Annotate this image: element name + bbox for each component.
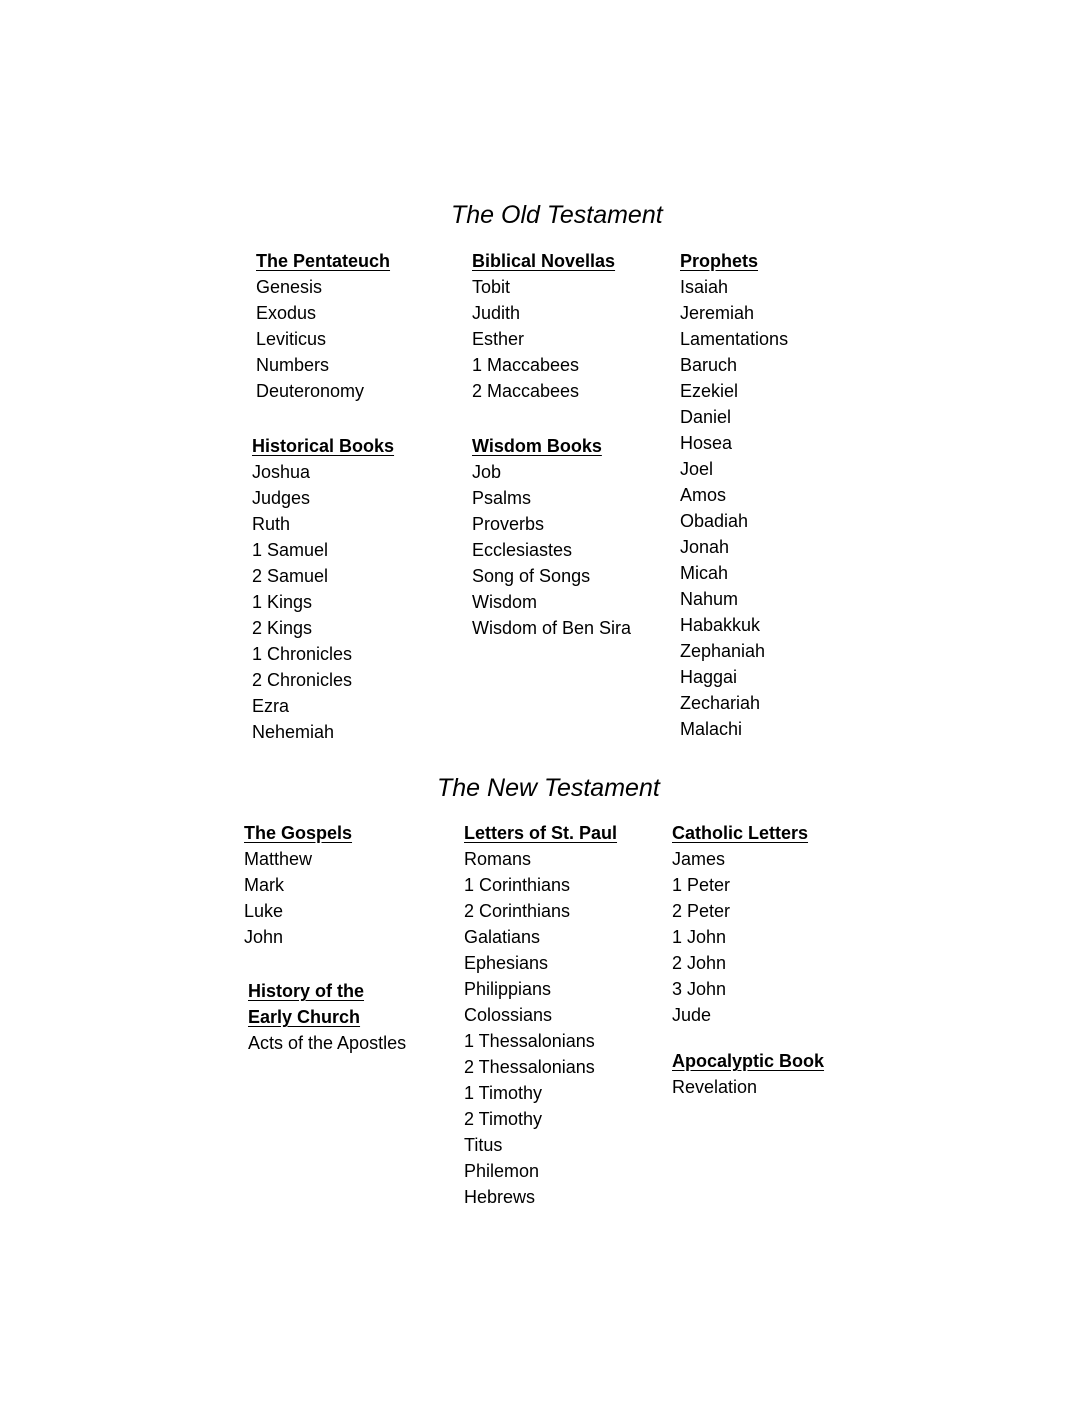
book-item: 1 Corinthians <box>464 875 571 895</box>
book-item: Ruth <box>252 514 291 534</box>
book-item: Exodus <box>256 303 317 323</box>
historical-books-heading: Historical Books <box>252 436 395 456</box>
book-item: Song of Songs <box>472 566 591 586</box>
book-item: Ezekiel <box>680 381 739 401</box>
catholic-letters-list <box>672 846 808 1028</box>
book-item: Matthew <box>244 849 313 869</box>
book-item: Habakkuk <box>680 615 761 635</box>
history-early-church-section <box>248 978 406 1056</box>
book-item: 1 Chronicles <box>252 644 353 664</box>
book-item: Job <box>472 462 502 482</box>
book-item: Obadiah <box>680 511 749 531</box>
prophets-heading: Prophets <box>680 251 759 271</box>
book-item: 2 Chronicles <box>252 670 353 690</box>
letters-st-paul-list <box>464 846 617 1210</box>
book-item: Joel <box>680 459 714 479</box>
historical-books-list <box>252 459 394 745</box>
book-item: Galatians <box>464 927 541 947</box>
book-item: Isaiah <box>680 277 729 297</box>
apocalyptic-book-heading: Apocalyptic Book <box>672 1051 825 1071</box>
letters-st-paul-heading: Letters of St. Paul <box>464 823 618 843</box>
book-item: Daniel <box>680 407 732 427</box>
biblical-novellas-section <box>472 248 615 404</box>
history-early-church-heading-line1: History of the <box>248 981 365 1001</box>
pentateuch-list <box>256 274 390 404</box>
book-item: 1 Timothy <box>464 1083 543 1103</box>
history-early-church-list <box>248 1030 406 1056</box>
apocalyptic-book-section <box>672 1048 824 1100</box>
book-item: Ephesians <box>464 953 549 973</box>
book-item: Nahum <box>680 589 739 609</box>
book-item: 1 Kings <box>252 592 313 612</box>
book-item: Judges <box>252 488 311 508</box>
book-item: James <box>672 849 726 869</box>
book-item: Revelation <box>672 1077 758 1097</box>
book-item: Deuteronomy <box>256 381 365 401</box>
book-item: 2 John <box>672 953 727 973</box>
book-item: Amos <box>680 485 727 505</box>
book-item: 1 Samuel <box>252 540 329 560</box>
apocalyptic-book-list <box>672 1074 824 1100</box>
catholic-letters-section <box>672 820 808 1028</box>
book-item: Romans <box>464 849 532 869</box>
book-item: Acts of the Apostles <box>248 1033 407 1053</box>
book-item: 2 Corinthians <box>464 901 571 921</box>
book-item: 2 Timothy <box>464 1109 543 1129</box>
book-item: Mark <box>244 875 284 895</box>
book-item: Haggai <box>680 667 738 687</box>
old-testament-title: The Old Testament <box>451 201 663 229</box>
book-item: 1 Thessalonians <box>464 1031 595 1051</box>
gospels-section <box>244 820 352 950</box>
book-item: Jude <box>672 1005 712 1025</box>
gospels-heading: The Gospels <box>244 823 353 843</box>
new-testament-title: The New Testament <box>437 774 660 802</box>
book-item: Numbers <box>256 355 330 375</box>
book-item: 3 John <box>672 979 727 999</box>
book-item: Genesis <box>256 277 323 297</box>
pentateuch-heading: The Pentateuch <box>256 251 391 271</box>
wisdom-books-section <box>472 433 631 641</box>
book-item: Judith <box>472 303 521 323</box>
book-item: Colossians <box>464 1005 553 1025</box>
wisdom-books-heading: Wisdom Books <box>472 436 602 456</box>
book-item: Hebrews <box>464 1187 536 1207</box>
book-item: 2 Thessalonians <box>464 1057 595 1077</box>
book-item: Philippians <box>464 979 552 999</box>
book-item: 2 Peter <box>672 901 731 921</box>
pentateuch-section <box>256 248 390 404</box>
book-item: Wisdom of Ben Sira <box>472 618 632 638</box>
book-item: Wisdom <box>472 592 538 612</box>
book-item: John <box>244 927 284 947</box>
book-item: 2 Maccabees <box>472 381 580 401</box>
book-item: Ecclesiastes <box>472 540 573 560</box>
book-item: 2 Kings <box>252 618 313 638</box>
gospels-list <box>244 846 352 950</box>
book-item: Leviticus <box>256 329 327 349</box>
book-item: 1 Maccabees <box>472 355 580 375</box>
book-item: Ezra <box>252 696 290 716</box>
historical-books-section <box>252 433 394 745</box>
book-item: Jonah <box>680 537 730 557</box>
book-item: Malachi <box>680 719 743 739</box>
book-item: Proverbs <box>472 514 545 534</box>
prophets-section <box>680 248 788 742</box>
book-item: Tobit <box>472 277 511 297</box>
biblical-novellas-list <box>472 274 615 404</box>
book-item: Micah <box>680 563 729 583</box>
book-item: Jeremiah <box>680 303 755 323</box>
letters-st-paul-section <box>464 820 617 1210</box>
book-item: Hosea <box>680 433 733 453</box>
book-item: Joshua <box>252 462 311 482</box>
book-item: Nehemiah <box>252 722 335 742</box>
prophets-list <box>680 274 788 742</box>
book-item: Titus <box>464 1135 503 1155</box>
book-item: 1 John <box>672 927 727 947</box>
book-item: Luke <box>244 901 284 921</box>
book-item: Esther <box>472 329 525 349</box>
book-item: 1 Peter <box>672 875 731 895</box>
biblical-novellas-heading: Biblical Novellas <box>472 251 616 271</box>
wisdom-books-list <box>472 459 631 641</box>
book-item: Baruch <box>680 355 738 375</box>
book-item: Psalms <box>472 488 532 508</box>
catholic-letters-heading: Catholic Letters <box>672 823 809 843</box>
book-item: Philemon <box>464 1161 540 1181</box>
book-item: Zechariah <box>680 693 761 713</box>
book-item: Zephaniah <box>680 641 766 661</box>
book-item: 2 Samuel <box>252 566 329 586</box>
history-early-church-heading-line2: Early Church <box>248 1007 361 1027</box>
book-item: Lamentations <box>680 329 789 349</box>
